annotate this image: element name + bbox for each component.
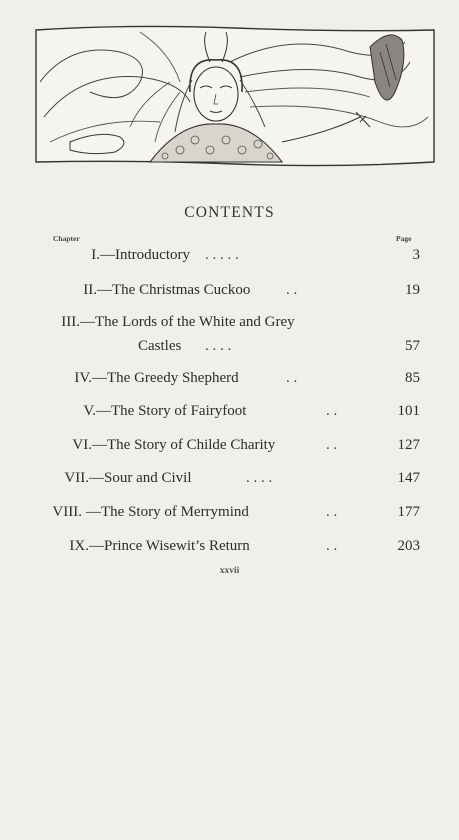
folio-page-number: xxvii	[219, 566, 240, 576]
chapter-title: —The Christmas Cuckoo	[97, 282, 251, 298]
leader-dots: . .	[326, 403, 338, 419]
chapter-number: II.	[83, 282, 97, 298]
chapter-number: VI.	[72, 437, 92, 453]
chapter-title-continuation: Castles	[138, 338, 182, 354]
headpiece-illustration	[30, 22, 440, 172]
leader-dots: . .	[286, 370, 298, 386]
chapter-number: III.	[61, 314, 80, 330]
page-number: 127	[397, 437, 420, 453]
page-number: 101	[397, 403, 420, 419]
chapter-column-label: Chapter	[53, 234, 80, 243]
page-number: 19	[405, 282, 420, 298]
page-number: 147	[397, 470, 420, 486]
leader-dots: . .	[286, 282, 298, 298]
chapter-title: —The Story of Fairyfoot	[96, 403, 247, 419]
page-number: 57	[405, 338, 420, 354]
leader-dots: . .	[326, 538, 338, 554]
chapter-number: IX.	[69, 538, 89, 554]
chapter-title: —Introductory	[100, 247, 190, 263]
chapter-title: —The Lords of the White and Grey	[80, 314, 295, 330]
chapter-title: —The Story of Merrymind	[86, 504, 249, 520]
chapter-number: IV.	[74, 370, 92, 386]
chapter-number: V.	[83, 403, 96, 419]
chapter-number: VII.	[64, 470, 89, 486]
chapter-title: —Sour and Civil	[89, 470, 192, 486]
chapter-number: I.	[91, 247, 100, 263]
page-number: 85	[405, 370, 420, 386]
leader-dots: . . . . .	[205, 247, 239, 263]
leader-dots: . . . .	[205, 338, 232, 354]
page-number: 177	[397, 504, 420, 520]
chapter-title: —Prince Wisewit’s Return	[89, 538, 250, 554]
contents-heading: CONTENTS	[184, 204, 275, 221]
leader-dots: . . . .	[246, 470, 273, 486]
chapter-title: —The Greedy Shepherd	[92, 370, 239, 386]
leader-dots: . .	[326, 504, 338, 520]
page-number: 203	[397, 538, 420, 554]
chapter-title: —The Story of Childe Charity	[92, 437, 276, 453]
page-number: 3	[412, 247, 420, 263]
leader-dots: . .	[326, 437, 338, 453]
page-column-label: Page	[396, 234, 412, 243]
chapter-number: VIII.	[52, 504, 82, 520]
